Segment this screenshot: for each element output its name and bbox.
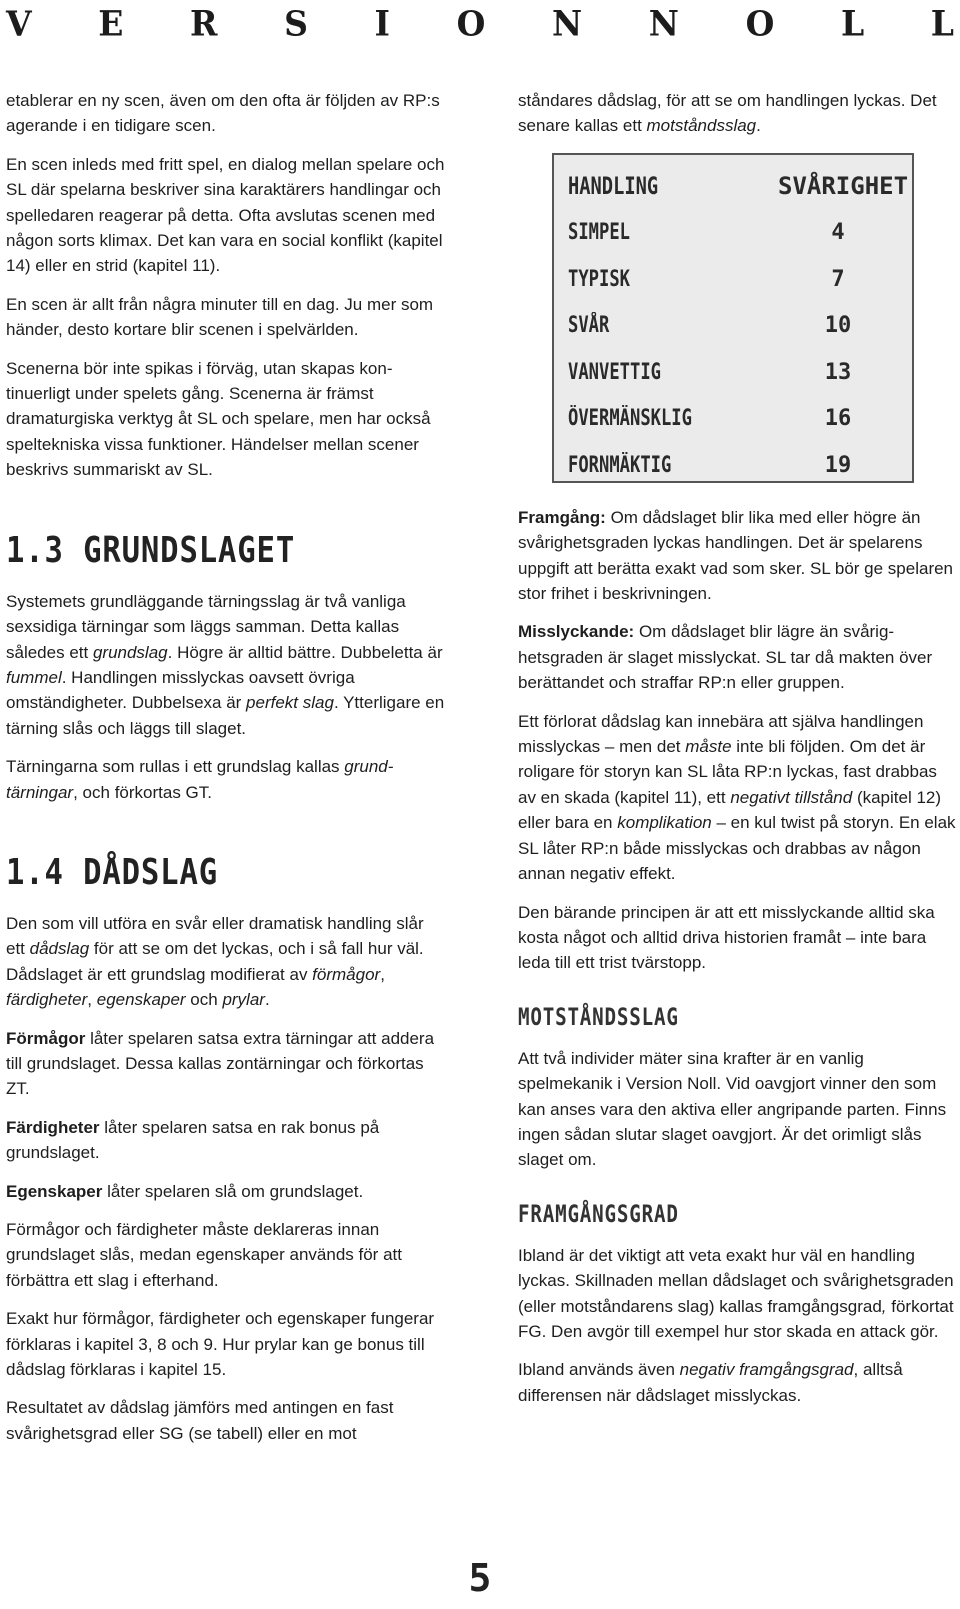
paragraph-deklarering: Förmågor och färdigheter måste deklareras innan grundslaget slås, medan egenskaper används för att förbättra ett slag i efterhand.	[6, 1220, 402, 1290]
paragraph-fardigheter: Färdigheter låter spelaren satsa en rak bonus på grundslaget.	[6, 1117, 380, 1163]
paragraph-negativ-fg: Ibland används även negativ framgångsgrad, alltså differensen när dådslaget misslyckas.	[518, 1360, 903, 1405]
paragraph-egenskaper: Egenskaper låter spelaren slå om grundslaget.	[6, 1181, 364, 1201]
paragraph-resultat: Resultatet av dådslag jämförs med antingen en fast svårighetsgrad eller SG (se tabell) eller en mot	[6, 1398, 394, 1443]
table-row	[568, 209, 898, 256]
difficulty-table	[552, 153, 914, 483]
paragraph-kapitelref: Exakt hur förmågor, färdigheter och egenskaper fungerar förklaras i kapitel 3, 8 och 9. Hur prylar kan ge bonus till dådslag förklaras i kapitel 15.	[6, 1309, 435, 1380]
paragraph-barande-princip: Den bärande principen är att ett misslyckande alltid ska kosta något och alltid driva historien framåt – inte bara leda till ett trist tvärstopp.	[518, 902, 935, 973]
title-letter: N	[648, 2, 679, 44]
left-column	[6, 88, 446, 1459]
paragraph-misslyckande: Misslyckande: Om dådslaget blir lägre än svårighetsgraden är slaget misslyckat. SL tar då makten över berättandet och straffar RP:n eller gruppen.	[518, 622, 933, 693]
table-cell-value: 7	[831, 266, 845, 292]
table-row	[568, 256, 898, 303]
title-letter: O	[456, 2, 486, 44]
heading-dadslag: 1.4 DÅDSLAG	[6, 851, 219, 893]
table-cell-value: 19	[824, 452, 852, 478]
paragraph-framgang: Framgång: Om dådslaget blir lika med eller högre än svårighetsgraden lyckas handlingen. Det är spelarens uppgift att berätta exakt vad som sker. SL bör ge spelaren stor frihet i beskrivningen.	[518, 507, 954, 604]
table-cell-value: 4	[831, 220, 845, 246]
paragraph-scene-intro: etablerar en ny scen, även om den ofta är följden av RP:s agerande i en tidigare scen.	[6, 91, 440, 136]
paragraph-grundtarningar: Tärningarna som rullas i ett grundslag kallas grundtärningar, och förkortas GT.	[6, 757, 394, 802]
paragraph-grundslag-rules: Systemets grundläggande tärningsslag är två vanliga sexsidiga tärningar som läggs samman. Detta kallas således ett grundslag. Högre är alltid bättre. Dubbeletta är fummel. Handlingen misslyckas oavsett övriga omständigheter. Dubbelsexa är perfekt slag. Ytterligare en tärning slås och läggs till slaget.	[6, 591, 445, 738]
paragraph-framgangsgrad: Ibland är det viktigt att veta exakt hur väl en handling lyckas. Skillnaden mellan dådslaget och svårighetsgraden (eller motståndarens slag) kallas framgångsgrad, förkortat FG. Den avgör till exempel hur stor skada en attack gör.	[518, 1245, 954, 1341]
heading-framgangsgrad: FRAMGÅNGSGRAD	[518, 1199, 679, 1228]
paragraph-motstandsslag-ref: ståndares dådslag, för att se om handlingen lyckas. Det senare kallas ett motståndsslag.	[518, 91, 937, 136]
table-cell-label: SIMPEL	[568, 220, 630, 246]
table-row	[568, 349, 898, 396]
title-letter: E	[98, 2, 124, 44]
table-cell-value: 10	[824, 313, 852, 339]
page-header-title	[0, 0, 960, 46]
table-cell-value: 13	[824, 359, 852, 385]
title-letter: L	[840, 2, 865, 44]
table-cell-label: FORNMÄKTIG	[568, 452, 672, 478]
heading-grundslaget: 1.3 GRUNDSLAGET	[6, 529, 296, 571]
table-header-row	[568, 163, 909, 210]
paragraph-scene-planning: Scenerna bör inte spikas i förväg, utan skapas kontinuerligt under spelets gång. Scenerna är främst dramaturgiska verktyg åt SL och spelare, men har också speltekniska vissa funktioner. Händelser mellan scener beskrivs summariskt av SL.	[6, 358, 431, 480]
table-cell-label: TYPISK	[568, 266, 630, 292]
table-header-svarighet: SVÅRIGHET	[778, 172, 909, 201]
page-number: 5	[468, 1556, 492, 1600]
title-letter: R	[190, 2, 218, 44]
paragraph-scene-start: En scen inleds med fritt spel, en dialog mellan spelare och SL där spelarna beskriver sina karaktärers handlingar och spelledaren reagerar på detta. Ofta avslutas scenen med någon sorts klimax. Det kan vara en social konflikt (kapitel 14) eller en strid (kapitel 11).	[6, 154, 445, 276]
title-letter: S	[284, 2, 308, 44]
title-letter: V	[6, 2, 32, 44]
right-column	[518, 88, 958, 1421]
title-letter: I	[374, 2, 390, 44]
table-header-handling: HANDLING	[568, 172, 659, 201]
table-row	[568, 442, 898, 489]
paragraph-motstandsslag: Att två individer mäter sina krafter är en vanlig spelmekanik i Version Noll. Vid oavgjort vinner den som kan anses vara den aktiva eller angripande parten. Finns ingen sådan slutar slaget oavgjort. Är det orimligt slås slaget om.	[518, 1048, 947, 1170]
paragraph-forlorat-dadslag: Ett förlorat dådslag kan innebära att själva handlingen misslyckas – men det måste inte bli följden. Om det är roligare för storyn kan SL låta RP:n lyckas, fast drabbas av en skada (kapitel 11), ett negativt tillstånd (kapitel 12) eller bara en komplikation – en kul twist på storyn. En elak SL låter RP:n både misslyckas och drabbas av någon annan negativ effekt.	[518, 711, 956, 884]
table-cell-label: SVÅR	[568, 313, 610, 339]
paragraph-dadslag-intro: Den som vill utföra en svår eller dramatisk handling slår ett dådslag för att se om det lyckas, och i så fall hur väl. Dådslaget är ett grundslag modifierat av förmågor, färdigheter, egenskaper och prylar.	[6, 913, 424, 1010]
title-letter: L	[930, 2, 954, 44]
table-cell-value: 16	[824, 406, 852, 432]
table-cell-label: VANVETTIG	[568, 359, 661, 385]
heading-motstandsslag: MOTSTÅNDSSLAG	[518, 1002, 679, 1031]
table-row	[568, 302, 898, 349]
paragraph-formagor: Förmågor låter spelaren satsa extra tärningar att addera till grundslaget. Dessa kallas zontärningar och förkortas ZT.	[6, 1028, 435, 1099]
title-letter: N	[551, 2, 583, 44]
table-row	[568, 395, 898, 442]
title-letter: O	[745, 2, 775, 44]
paragraph-scene-length: En scen är allt från några minuter till en dag. Ju mer som händer, desto kortare blir scenen i spelvärlden.	[6, 294, 434, 340]
table-cell-label: ÖVERMÄNSKLIG	[568, 406, 692, 432]
